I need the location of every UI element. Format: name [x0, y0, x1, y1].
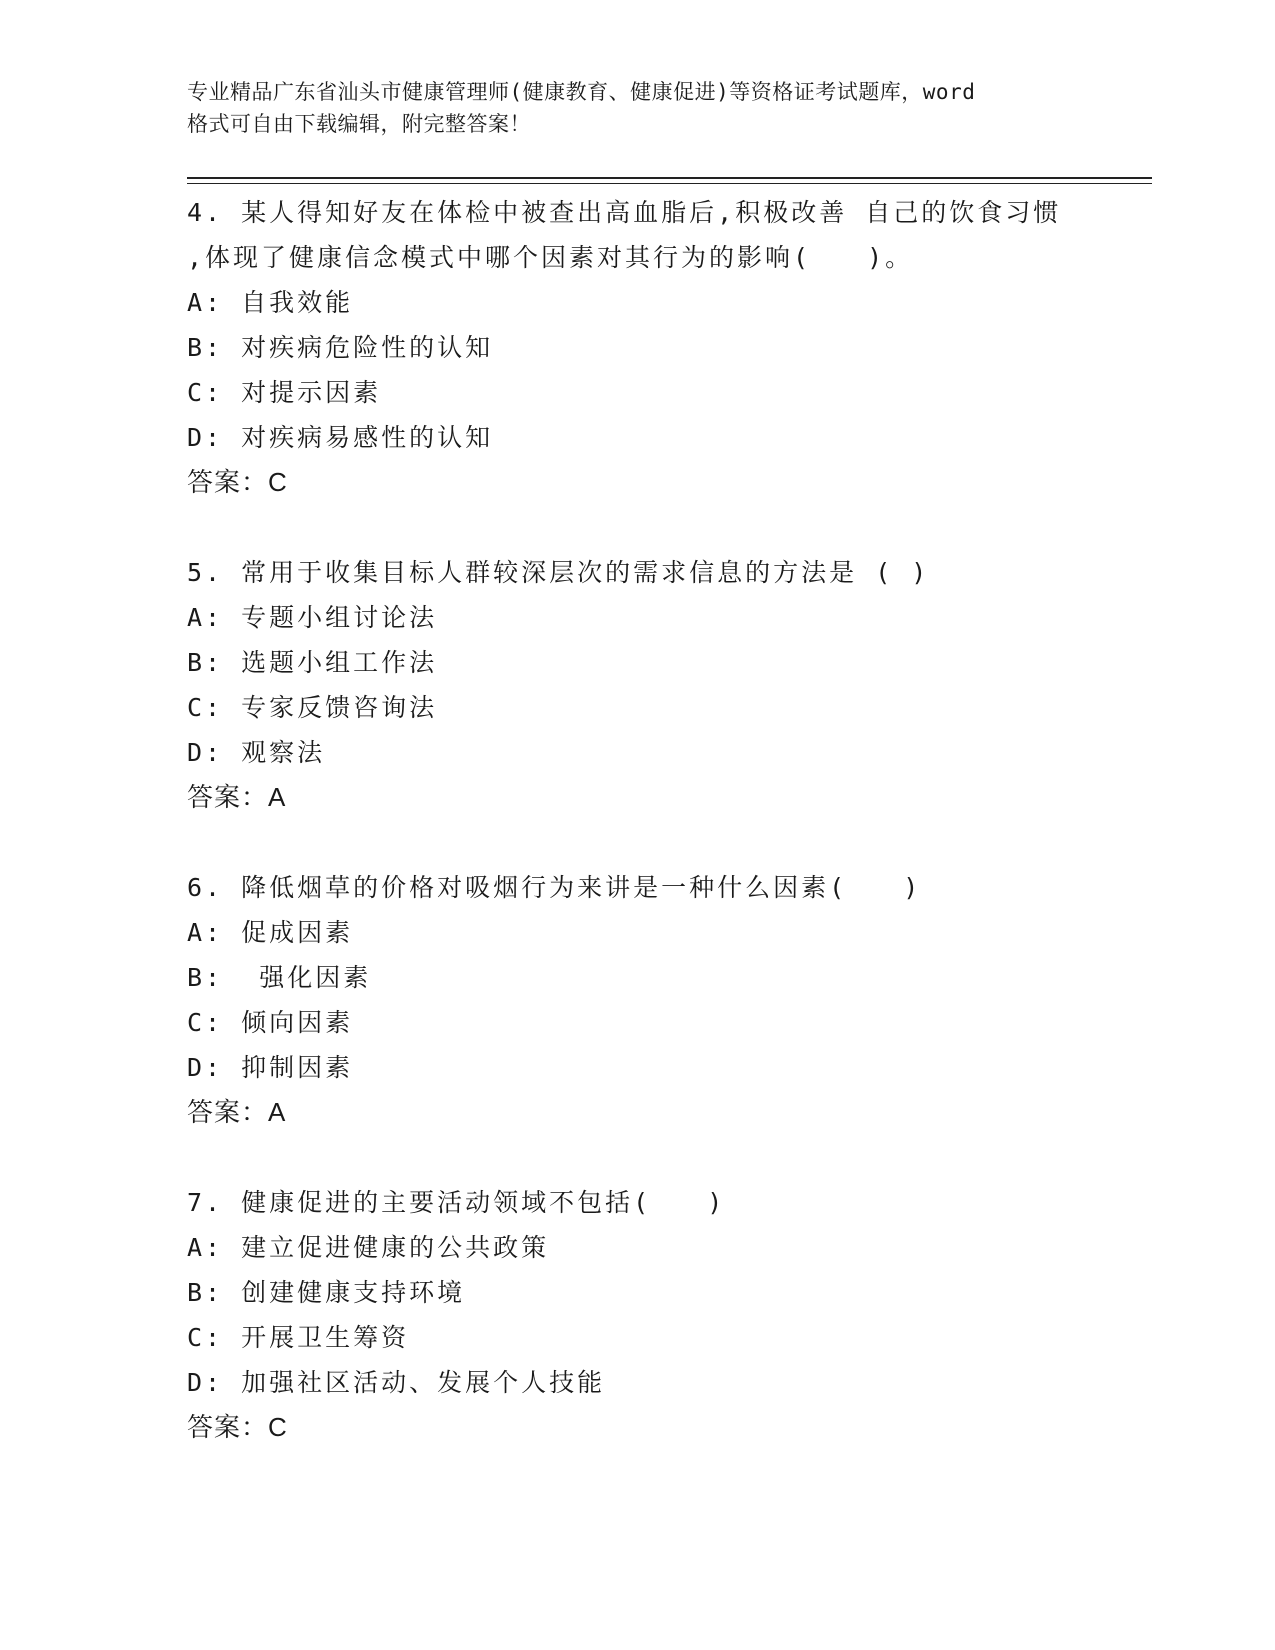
answer: 答案：A	[187, 782, 287, 812]
option-a: A: 促成因素	[187, 918, 354, 947]
header-line-1: 专业精品广东省汕头市健康管理师(健康教育、健康促进)等资格证考试题库，word	[187, 80, 976, 104]
question-stem: 5. 常用于收集目标人群较深层次的需求信息的方法是 ( )	[187, 558, 930, 587]
option-d: D: 抑制因素	[187, 1053, 354, 1082]
header-divider-thin	[187, 183, 1152, 184]
option-b: B: 强化因素	[187, 963, 372, 992]
answer: 答案：C	[187, 1412, 288, 1442]
question-6	[187, 865, 1107, 1135]
option-c: C: 开展卫生筹资	[187, 1323, 410, 1352]
option-d: D: 加强社区活动、发展个人技能	[187, 1368, 606, 1397]
question-7	[187, 1180, 1107, 1450]
question-stem-continued: ,体现了健康信念模式中哪个因素对其行为的影响( )。	[187, 243, 914, 272]
option-b: B: 创建健康支持环境	[187, 1278, 466, 1307]
option-c: C: 倾向因素	[187, 1008, 354, 1037]
option-b: B: 选题小组工作法	[187, 648, 438, 677]
question-spacer	[187, 1135, 1107, 1180]
option-a: A: 建立促进健康的公共政策	[187, 1233, 550, 1262]
option-d: D: 对疾病易感性的认知	[187, 423, 494, 452]
option-c: C: 对提示因素	[187, 378, 382, 407]
option-a: A: 自我效能	[187, 288, 354, 317]
question-stem: 4. 某人得知好友在体检中被查出高血脂后,积极改善 自己的饮食习惯	[187, 198, 1062, 227]
option-a: A: 专题小组讨论法	[187, 603, 438, 632]
question-4	[187, 190, 1107, 505]
option-d: D: 观察法	[187, 738, 326, 767]
question-5	[187, 550, 1107, 820]
option-c: C: 专家反馈咨询法	[187, 693, 438, 722]
header-line-2: 格式可自由下载编辑，附完整答案！	[187, 112, 531, 136]
document-header	[187, 76, 1087, 140]
question-stem: 6. 降低烟草的价格对吸烟行为来讲是一种什么因素( )	[187, 873, 922, 902]
option-b: B: 对疾病危险性的认知	[187, 333, 494, 362]
answer: 答案：A	[187, 1097, 287, 1127]
question-stem: 7. 健康促进的主要活动领域不包括( )	[187, 1188, 726, 1217]
question-spacer	[187, 505, 1107, 550]
answer: 答案：C	[187, 467, 288, 497]
question-list	[187, 190, 1107, 1450]
question-spacer	[187, 820, 1107, 865]
header-divider-thick	[187, 177, 1152, 179]
